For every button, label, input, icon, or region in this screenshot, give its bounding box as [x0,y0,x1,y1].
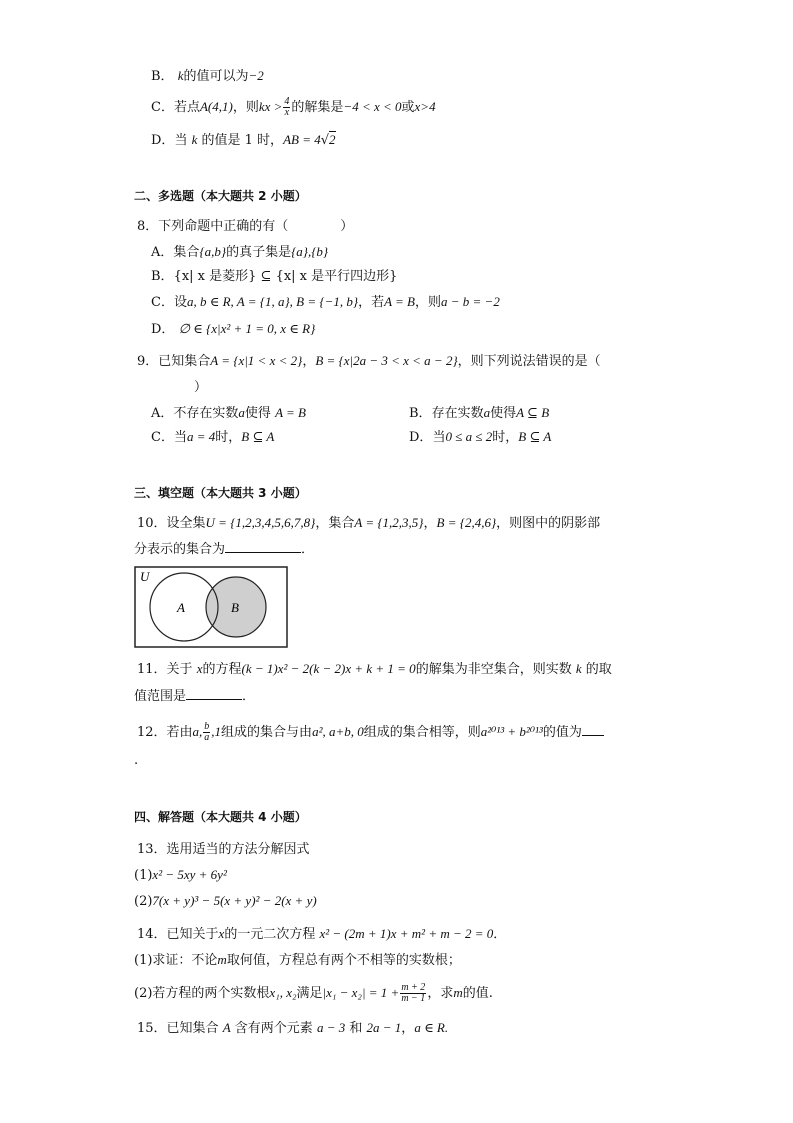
math-expr: 0 ≤ a ≤ 2 [445,429,493,444]
option-label: A． [151,406,174,421]
stem-text: 分表示的集合为 [134,542,226,557]
sqrt-radicand: 2 [329,132,336,147]
q8-option-b [151,268,397,286]
q12-line1 [137,722,604,743]
q7-option-d [151,131,336,150]
math-expr: {a,b} [199,244,227,259]
option-text: 使得 [244,406,271,421]
math-expr: ∅ ∈ {x|x² + 1 = 0, x ∈ R} [178,321,316,336]
stem-text: 14．已知关于 [137,927,219,942]
math-expr: a², a+b, 0 [312,724,364,739]
math-expr: a − b = −2 [441,294,500,309]
math-expr: A = B [384,294,415,309]
stem-text: (2)若方程的两个实数根 [134,986,270,1001]
q12-end: . [134,753,139,768]
math-var: k [191,132,198,147]
universe-label: U [140,569,150,584]
q7-option-b [151,67,264,86]
option-text: ，则 [232,100,259,115]
q9-option-c [151,428,274,447]
q11-line2 [134,687,255,706]
math-expr: a²⁰¹³ + b²⁰¹³ [480,724,543,739]
option-text: 存在实数 [431,406,484,421]
option-label: D． [409,430,433,445]
q9-option-b [409,404,549,423]
option-text: 时， [492,430,519,445]
stem-text: ， [401,1021,415,1036]
math-expr: x² − (2m + 1)x + m² + m − 2 = 0 [319,926,494,941]
math-expr: −2 [248,68,264,83]
stem-text: 10．设全集 [137,516,206,531]
part-label: (1) [134,868,153,883]
stem-text: 含有两个元素 [234,1021,313,1036]
option-text: 集合 [173,245,200,260]
option-text: 不存在实数 [173,406,239,421]
answer-blank[interactable] [225,540,301,553]
q8-option-a [151,243,328,262]
option-text: 的值可以为 [183,69,249,84]
option-text: 当 [174,133,188,148]
stem-text: 的解集为非空集合，则实数 [415,662,572,677]
section-title: 三、填空题（本大题共 3 小题） [134,486,307,500]
stem-text: ，则图中的阴影部 [496,516,601,531]
stem-text: 组成的集合与由 [221,725,313,740]
fraction-num: m + 2 [401,982,426,993]
math-expr: a ∈ R. [414,1020,449,1035]
stem-text: 取何值，方程总有两个不相等的实数根； [226,953,461,968]
q10-line2 [134,540,314,559]
q8-option-d [151,320,315,339]
math-expr: x² − 5xy + 6y² [152,867,227,882]
q13-part2 [134,892,317,911]
stem-text: ． [242,689,256,704]
stem-text: 12．若由 [137,725,193,740]
option-label: A． [151,245,174,260]
set-b-label: B [231,600,239,615]
math-var: a [483,405,491,420]
math-var: k [177,68,184,83]
section-title: 二、多选题（本大题共 2 小题） [134,189,307,203]
math-expr: 2a − 1 [366,1020,402,1035]
math-expr: B ⊆ A [518,429,552,444]
option-label: D． [151,322,175,337]
option-text: 的真子集是 [226,245,292,260]
math-var: m [217,952,227,967]
option-label: C． [151,100,174,115]
math-var: A [222,1020,231,1035]
stem-text: ． [301,542,315,557]
math-expr: x₁, x₂ [269,985,297,1000]
math-expr: 7(x + y)³ − 5(x + y)² − 2(x + y) [152,893,317,908]
fraction [400,983,426,1004]
stem-text: 的取 [585,662,612,677]
stem-text: 9．已知集合 [137,354,211,369]
venn-diagram [134,566,288,648]
answer-blank[interactable] [582,723,604,736]
section-title: 四、解答题（本大题共 4 小题） [134,810,307,824]
q15-stem [137,1019,448,1038]
stem-text: 11．关于 [137,662,193,677]
q13-part1 [134,866,227,885]
math-expr: (k − 1)x² − 2(k − 2)x + k + 1 = 0 [241,661,416,676]
q13-stem: 13．选用适当的方法分解因式 [137,842,310,857]
math-expr: a − 3 [316,1020,346,1035]
math-expr: kx > [258,99,283,114]
fraction [283,97,290,118]
math-expr: a, b ∈ R, A = {1, a}, B = {−1, b} [186,294,359,309]
stem-text: 的一元二次方程 [224,927,316,942]
stem-text: 的方程 [202,662,242,677]
math-var: a [238,405,245,420]
fraction-den: x [284,107,290,118]
math-expr: A(4,1) [199,99,233,114]
stem-text: ，则下列说法错误的是（ [457,354,601,369]
answer-blank[interactable] [186,687,242,700]
fraction-num: 4 [284,96,290,107]
q9-stem-close: ） [194,380,208,395]
math-var: k [575,661,582,676]
stem-text: 的值. [462,986,493,1001]
stem-text: 和 [349,1021,363,1036]
option-text: 当 [173,430,187,445]
fraction [203,722,210,743]
stem-text: 满足 [296,986,323,1001]
q14-part2 [134,983,493,1004]
stem-text: ，集合 [315,516,355,531]
option-text: 时， [215,430,242,445]
math-var: x [218,926,225,941]
option-text: 若点 [173,100,200,115]
stem-text: ， [302,354,316,369]
option-text: 当 [432,430,446,445]
stem-text: ． [493,927,507,942]
q9-stem [137,352,601,371]
q9-option-a [151,404,306,423]
option-text: 或 [401,100,415,115]
stem-text: 的值为 [542,725,582,740]
q8-stem: 8．下列命题中正确的有（ ） [137,219,354,234]
option-label: B． [151,269,174,284]
option-text: ，若 [358,295,385,310]
q11-line1 [137,660,612,679]
option-text: ，则 [415,295,442,310]
fraction-den: a [204,732,210,743]
math-expr: {a},{b} [291,244,329,259]
q14-part1 [134,951,461,970]
option-label: B． [151,69,174,84]
set-a-label: A [177,600,185,615]
q8-option-c [151,293,500,312]
math-expr: −4 < x < 0 [343,99,402,114]
math-expr: |x₁ − x₂| = 1 + [322,985,400,1000]
math-expr: B = {x|2a − 3 < x < a − 2} [315,353,458,368]
stem-text: 组成的集合相等，则 [363,725,481,740]
math-expr: A = B [275,405,306,420]
math-expr: x>4 [414,99,436,114]
math-expr: B = {2,4,6} [436,515,497,530]
stem-text: (1)求证：不论 [134,953,218,968]
math-expr: A ⊆ B [516,405,550,420]
option-label: B． [409,406,432,421]
option-text: 的解集是 [291,100,344,115]
stem-text: ，求 [427,986,454,1001]
fraction-den: m − 1 [401,993,426,1004]
stem-text: ， [423,516,437,531]
math-expr: a, [192,724,203,739]
q9-option-d [409,428,551,447]
q10-line1 [137,514,600,533]
math-expr: AB = 4 [283,132,321,147]
option-label: C． [151,430,174,445]
math-expr: {x| x 是菱形} ⊆ {x| x 是平行四边形} [173,269,398,284]
option-text: 设 [173,295,187,310]
math-var: m [453,985,463,1000]
math-var: x [196,661,203,676]
q14-stem [137,925,506,944]
option-label: D． [151,133,175,148]
math-expr: A = {x|1 < x < 2} [210,353,303,368]
part-label: (2) [134,894,153,909]
stem-text: 15．已知集合 [137,1021,219,1036]
fraction-num: b [204,721,210,732]
math-expr: U = {1,2,3,4,5,6,7,8} [205,515,316,530]
stem-text: 值范围是 [134,689,187,704]
math-expr: a = 4 [186,429,216,444]
sqrt-icon: √ [320,133,330,148]
math-expr: A = {1,2,3,5} [354,515,424,530]
math-expr: B ⊆ A [241,429,275,444]
option-text: 的值是 1 时， [201,133,284,148]
q7-option-c [151,97,436,118]
option-label: C． [151,295,174,310]
math-expr: ,1 [211,724,222,739]
option-text: 使得 [490,406,517,421]
